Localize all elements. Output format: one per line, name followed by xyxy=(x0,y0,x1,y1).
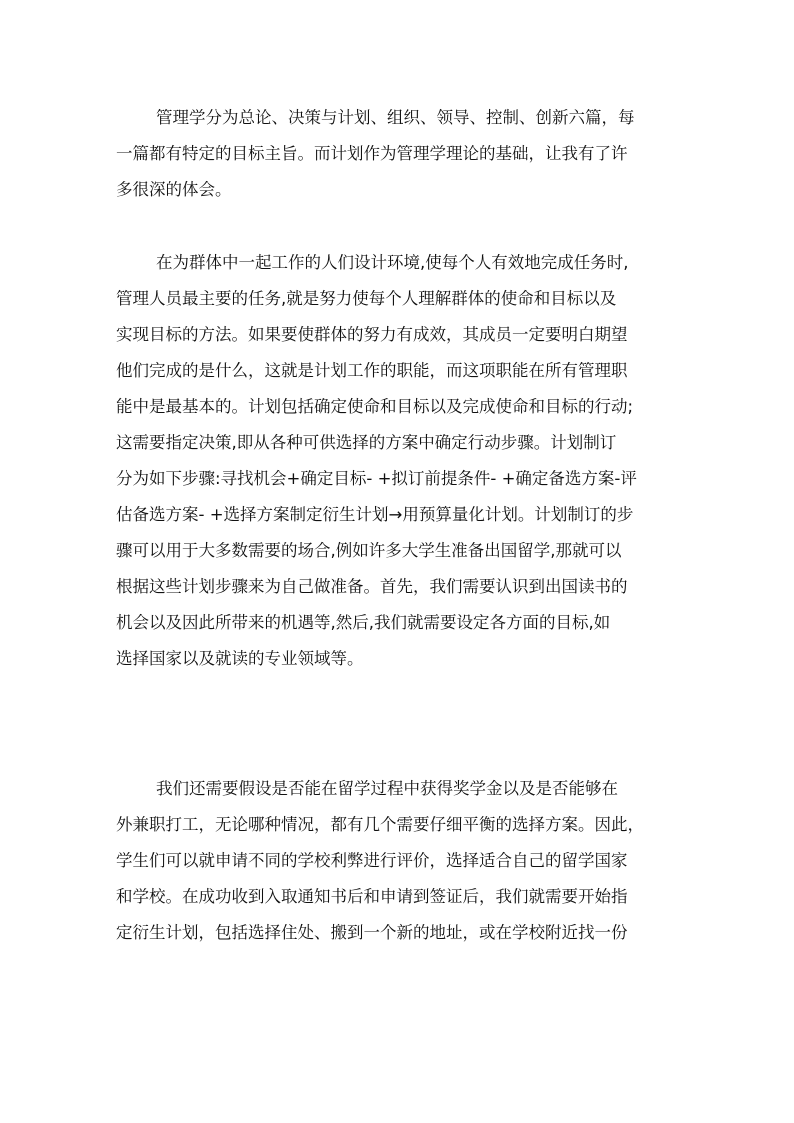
text-line: 一篇都有特定的目标主旨。而计划作为管理学理论的基础，让我有了许 xyxy=(116,144,628,163)
paragraph-3 xyxy=(116,771,676,951)
paragraph-1 xyxy=(116,100,676,208)
text-line: 能中是最基本的。计划包括确定使命和目标以及完成使命和目标的行动; xyxy=(116,397,634,416)
text-line: 在为群体中一起工作的人们设计环境,使每个人有效地完成任务时, xyxy=(156,253,629,272)
text-line: 管理人员最主要的任务,就是努力使每个人理解群体的使命和目标以及 xyxy=(116,289,617,308)
text-line: 管理学分为总论、决策与计划、组织、领导、控制、创新六篇，每 xyxy=(156,108,635,127)
text-line: 估备选方案- +选择方案制定衍生计划→用预算量化计划。计划制订的步 xyxy=(116,505,634,524)
text-line: 他们完成的是什么，这就是计划工作的职能，而这项职能在所有管理职 xyxy=(116,361,628,380)
text-line: 分为如下步骤:寻找机会+确定目标- +拟订前提条件- +确定备选方案-评 xyxy=(116,469,637,488)
text-line: 我们还需要假设是否能在留学过程中获得奖学金以及是否能够在 xyxy=(156,779,618,798)
text-line: 和学校。在成功收到入取通知书后和申请到签证后，我们就需要开始指 xyxy=(116,887,628,906)
text-line: 定衍生计划，包括选择住处、搬到一个新的地址，或在学校附近找一份 xyxy=(116,923,628,942)
text-line: 实现目标的方法。如果要使群体的努力有成效，其成员一定要明白期望 xyxy=(116,325,628,344)
text-line: 多很深的体会。 xyxy=(116,180,232,199)
text-line: 选择国家以及就读的专业领域等。 xyxy=(116,649,364,668)
text-line: 外兼职打工，无论哪种情况，都有几个需要仔细平衡的选择方案。因此， xyxy=(116,815,644,834)
text-line: 学生们可以就申请不同的学校利弊进行评价，选择适合自己的留学国家 xyxy=(116,851,628,870)
paragraph-2 xyxy=(116,245,676,677)
text-line: 机会以及因此所带来的机遇等,然后,我们就需要设定各方面的目标,如 xyxy=(116,613,611,632)
text-line: 骤可以用于大多数需要的场合,例如许多大学生准备出国留学,那就可以 xyxy=(116,541,622,560)
text-line: 这需要指定决策,即从各种可供选择的方案中确定行动步骤。计划制订 xyxy=(116,433,617,452)
text-line: 根据这些计划步骤来为自己做准备。首先，我们需要认识到出国读书的 xyxy=(116,577,628,596)
